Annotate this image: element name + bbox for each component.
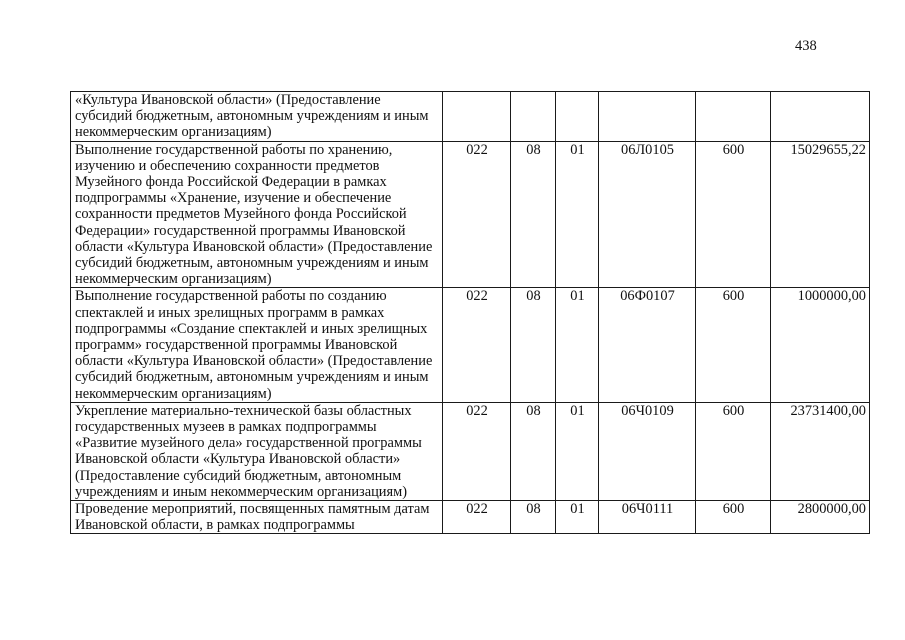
row-expense-type: 600	[696, 288, 771, 402]
row-amount: 15029655,22	[771, 141, 870, 288]
row-description: Выполнение государственной работы по хранению, изучению и обеспечению сохранности предметов Музейного фонда Российской Федерации в рамках подпрограммы «Хранение, изучение и обеспечение сохранности предметов Музейного фонда Российской Федерации» государственной программы Ивановской области «Культура Ивановской области» (Предоставление субсидий бюджетным, автономным учреждениям и иным некоммерческим организациям)	[71, 141, 443, 288]
row-subsection-code: 01	[556, 402, 599, 500]
row-section-code: 08	[511, 288, 556, 402]
row-description: «Культура Ивановской области» (Предоставление субсидий бюджетным, автономным учреждениям и иным некоммерческим организациям)	[71, 92, 443, 142]
row-expense-type: 600	[696, 141, 771, 288]
row-subsection-code	[556, 92, 599, 142]
row-ministry-code: 022	[443, 141, 511, 288]
page-number: 438	[795, 38, 817, 54]
row-amount: 2800000,00	[771, 501, 870, 534]
row-expense-type	[696, 92, 771, 142]
row-expense-type: 600	[696, 402, 771, 500]
row-ministry-code: 022	[443, 501, 511, 534]
row-description: Укрепление материально-технической базы областных государственных музеев в рамках подпрограммы «Развитие музейного дела» государственной программы Ивановской области «Культура Ивановской области» (Предоставление субсидий бюджетным, автономным учреждениям и иным некоммерческим организациям)	[71, 402, 443, 500]
row-target-code: 06Ч0111	[599, 501, 696, 534]
table-row	[71, 288, 870, 402]
budget-table	[70, 91, 870, 534]
row-target-code	[599, 92, 696, 142]
row-ministry-code	[443, 92, 511, 142]
row-target-code: 06Л0105	[599, 141, 696, 288]
row-section-code: 08	[511, 501, 556, 534]
row-description: Выполнение государственной работы по созданию спектаклей и иных зрелищных программ в рамках подпрограммы «Создание спектаклей и иных зрелищных программ» государственной программы Ивановской области «Культура Ивановской области» (Предоставление субсидий бюджетным, автономным учреждениям и иным некоммерческим организациям)	[71, 288, 443, 402]
row-subsection-code: 01	[556, 141, 599, 288]
table-row	[71, 92, 870, 142]
row-ministry-code: 022	[443, 288, 511, 402]
row-ministry-code: 022	[443, 402, 511, 500]
row-subsection-code: 01	[556, 288, 599, 402]
row-amount: 1000000,00	[771, 288, 870, 402]
row-target-code: 06Ч0109	[599, 402, 696, 500]
row-amount: 23731400,00	[771, 402, 870, 500]
table-row	[71, 141, 870, 288]
row-expense-type: 600	[696, 501, 771, 534]
row-amount	[771, 92, 870, 142]
row-subsection-code: 01	[556, 501, 599, 534]
row-description: Проведение мероприятий, посвященных памятным датам Ивановской области, в рамках подпрограммы	[71, 501, 443, 534]
row-section-code	[511, 92, 556, 142]
row-target-code: 06Ф0107	[599, 288, 696, 402]
row-section-code: 08	[511, 402, 556, 500]
table-row	[71, 402, 870, 500]
row-section-code: 08	[511, 141, 556, 288]
table-row	[71, 501, 870, 534]
